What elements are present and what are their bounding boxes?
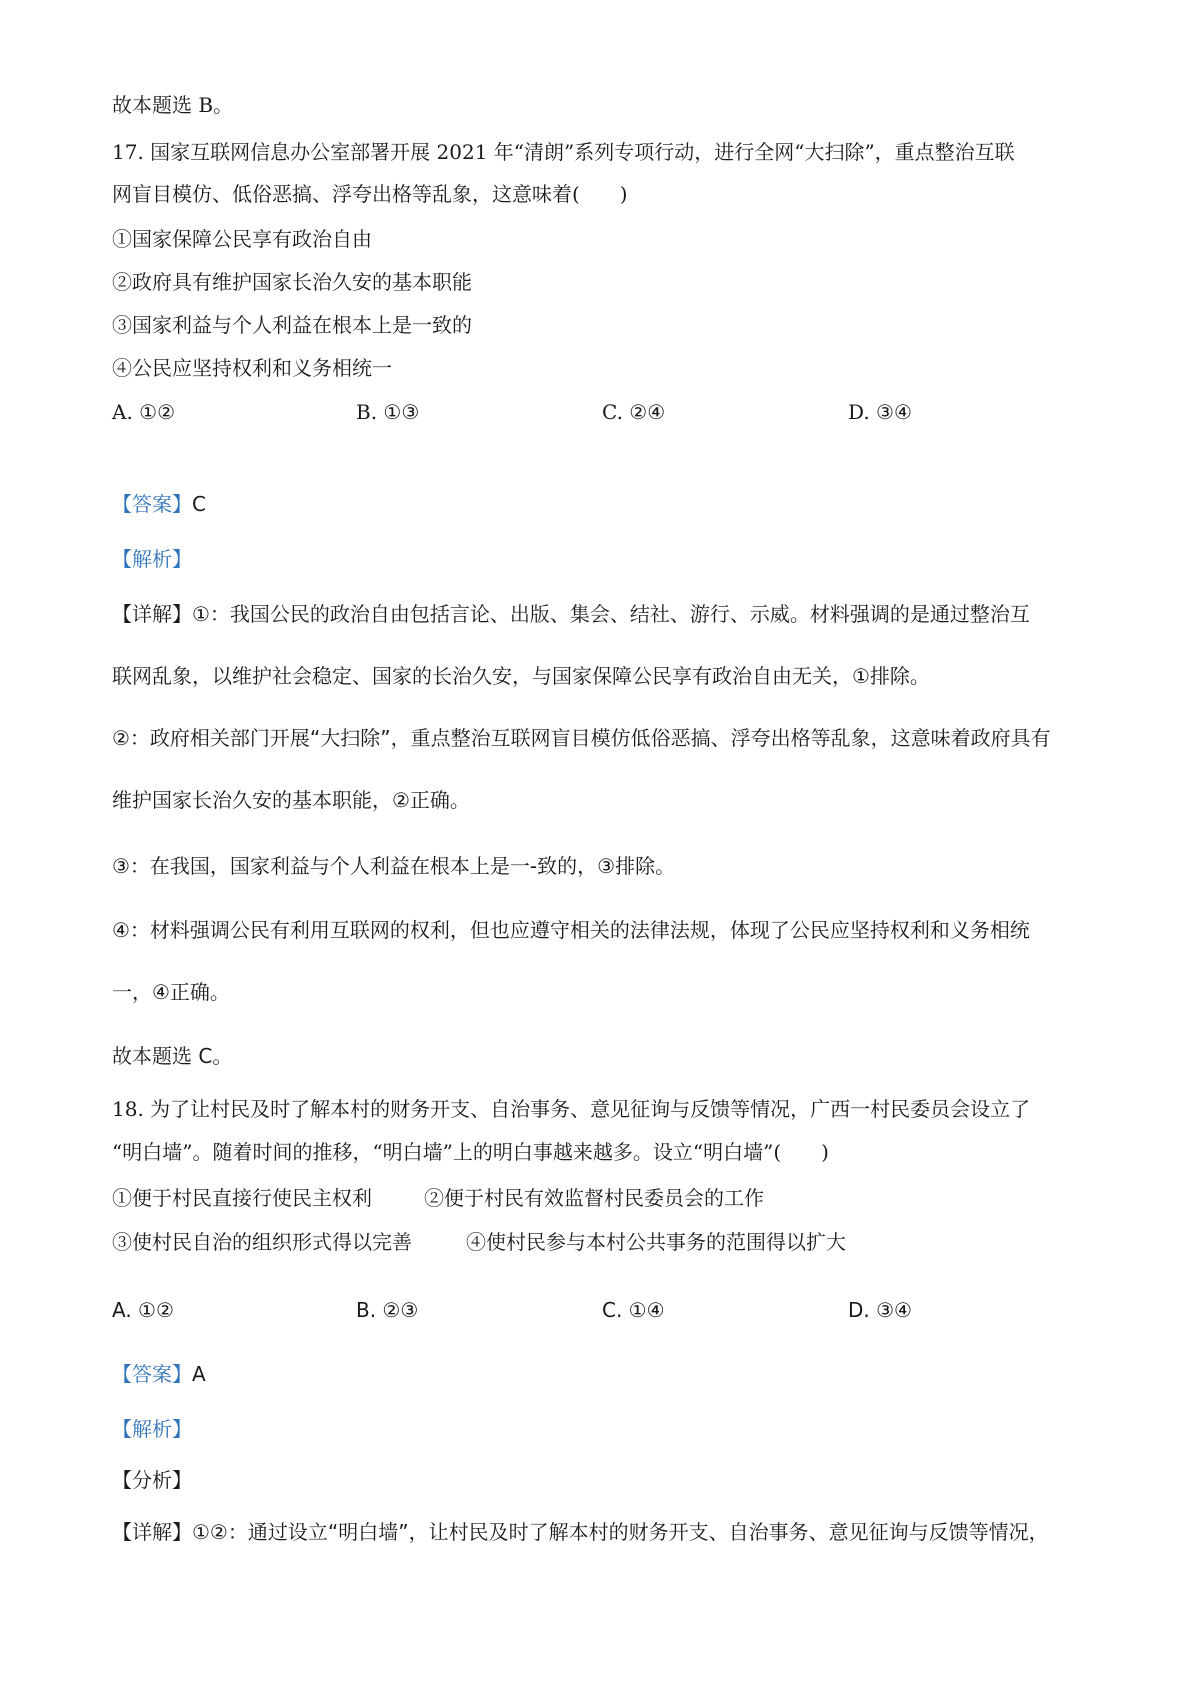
q18-option-a: A. ①② [112, 1298, 174, 1322]
q18-statement: ①便于村民直接行使民主权利 [112, 1186, 372, 1210]
detail-tag: 【详解】 [112, 602, 192, 626]
q18-analysis-tag: 【解析】 [112, 1417, 192, 1441]
q17-option-d: D. ③④ [848, 400, 912, 424]
q17-statement: ②政府具有维护国家长治久安的基本职能 [112, 270, 472, 294]
q17-detail-line: ③：在我国，国家利益与个人利益在根本上是一-致的，③排除。 [112, 854, 676, 878]
q17-detail-line: 联网乱象，以维护社会稳定、国家的长治久安，与国家保障公民享有政治自由无关，①排除。 [112, 664, 930, 688]
q18-statement: ④使村民参与本村公共事务的范围得以扩大 [466, 1230, 846, 1254]
q17-option-c: C. ②④ [602, 400, 666, 424]
q18-answer [112, 1360, 206, 1388]
q17-analysis-tag: 【解析】 [112, 547, 192, 571]
q17-stem-line2: 网盲目模仿、低俗恶搞、浮夸出格等乱象，这意味着( ) [112, 182, 628, 206]
q17-detail-line [112, 600, 1030, 628]
answer-value: C [192, 492, 206, 516]
q17-statement: ①国家保障公民享有政治自由 [112, 227, 372, 251]
q17-detail-line: ④：材料强调公民有利用互联网的权利，但也应遵守相关的法律法规，体现了公民应坚持权利和义务相统 [112, 918, 1030, 942]
q18-option-c: C. ①④ [602, 1298, 665, 1322]
detail-text: ①②：通过设立“明白墙”，让村民及时了解本村的财务开支、自治事务、意见征询与反馈等情况， [192, 1520, 1049, 1544]
q18-statement: ②便于村民有效监督村民委员会的工作 [424, 1186, 764, 1210]
q17-conclusion: 故本题选 C。 [112, 1044, 233, 1068]
q17-option-a: A. ①② [112, 400, 176, 424]
q18-analysis2-tag: 【分析】 [112, 1468, 192, 1492]
answer-tag: 【答案】 [112, 1362, 192, 1386]
q17-detail-line: ②：政府相关部门开展“大扫除”，重点整治互联网盲目模仿低俗恶搞、浮夸出格等乱象，这意味着政府具有 [112, 726, 1051, 750]
q17-answer [112, 490, 206, 518]
q18-option-d: D. ③④ [848, 1298, 912, 1322]
q18-option-b: B. ②③ [356, 1298, 419, 1322]
q17-detail-line: 维护国家长治久安的基本职能，②正确。 [112, 788, 470, 812]
q17-detail-line: 一，④正确。 [112, 980, 230, 1004]
q18-statement: ③使村民自治的组织形式得以完善 [112, 1230, 412, 1254]
answer-value: A [192, 1362, 206, 1386]
detail-text: ①：我国公民的政治自由包括言论、出版、集会、结社、游行、示威。材料强调的是通过整治互 [192, 602, 1030, 626]
q18-stem-line2: “明白墙”。随着时间的推移，“明白墙”上的明白事越来越多。设立“明白墙”( ) [112, 1140, 829, 1164]
q17-option-b: B. ①③ [356, 400, 420, 424]
q17-statement: ④公民应坚持权利和义务相统一 [112, 356, 392, 380]
q18-stem-line1: 18. 为了让村民及时了解本村的财务开支、自治事务、意见征询与反馈等情况，广西一村民委员会设立了 [112, 1097, 1031, 1121]
q17-stem-line1: 17. 国家互联网信息办公室部署开展 2021 年“清朗”系列专项行动，进行全网“大扫除”，重点整治互联 [112, 140, 1015, 164]
q18-detail-line [112, 1518, 1049, 1546]
previous-conclusion: 故本题选 B。 [112, 93, 234, 117]
detail-tag: 【详解】 [112, 1520, 192, 1544]
q17-statement: ③国家利益与个人利益在根本上是一致的 [112, 313, 472, 337]
answer-tag: 【答案】 [112, 492, 192, 516]
